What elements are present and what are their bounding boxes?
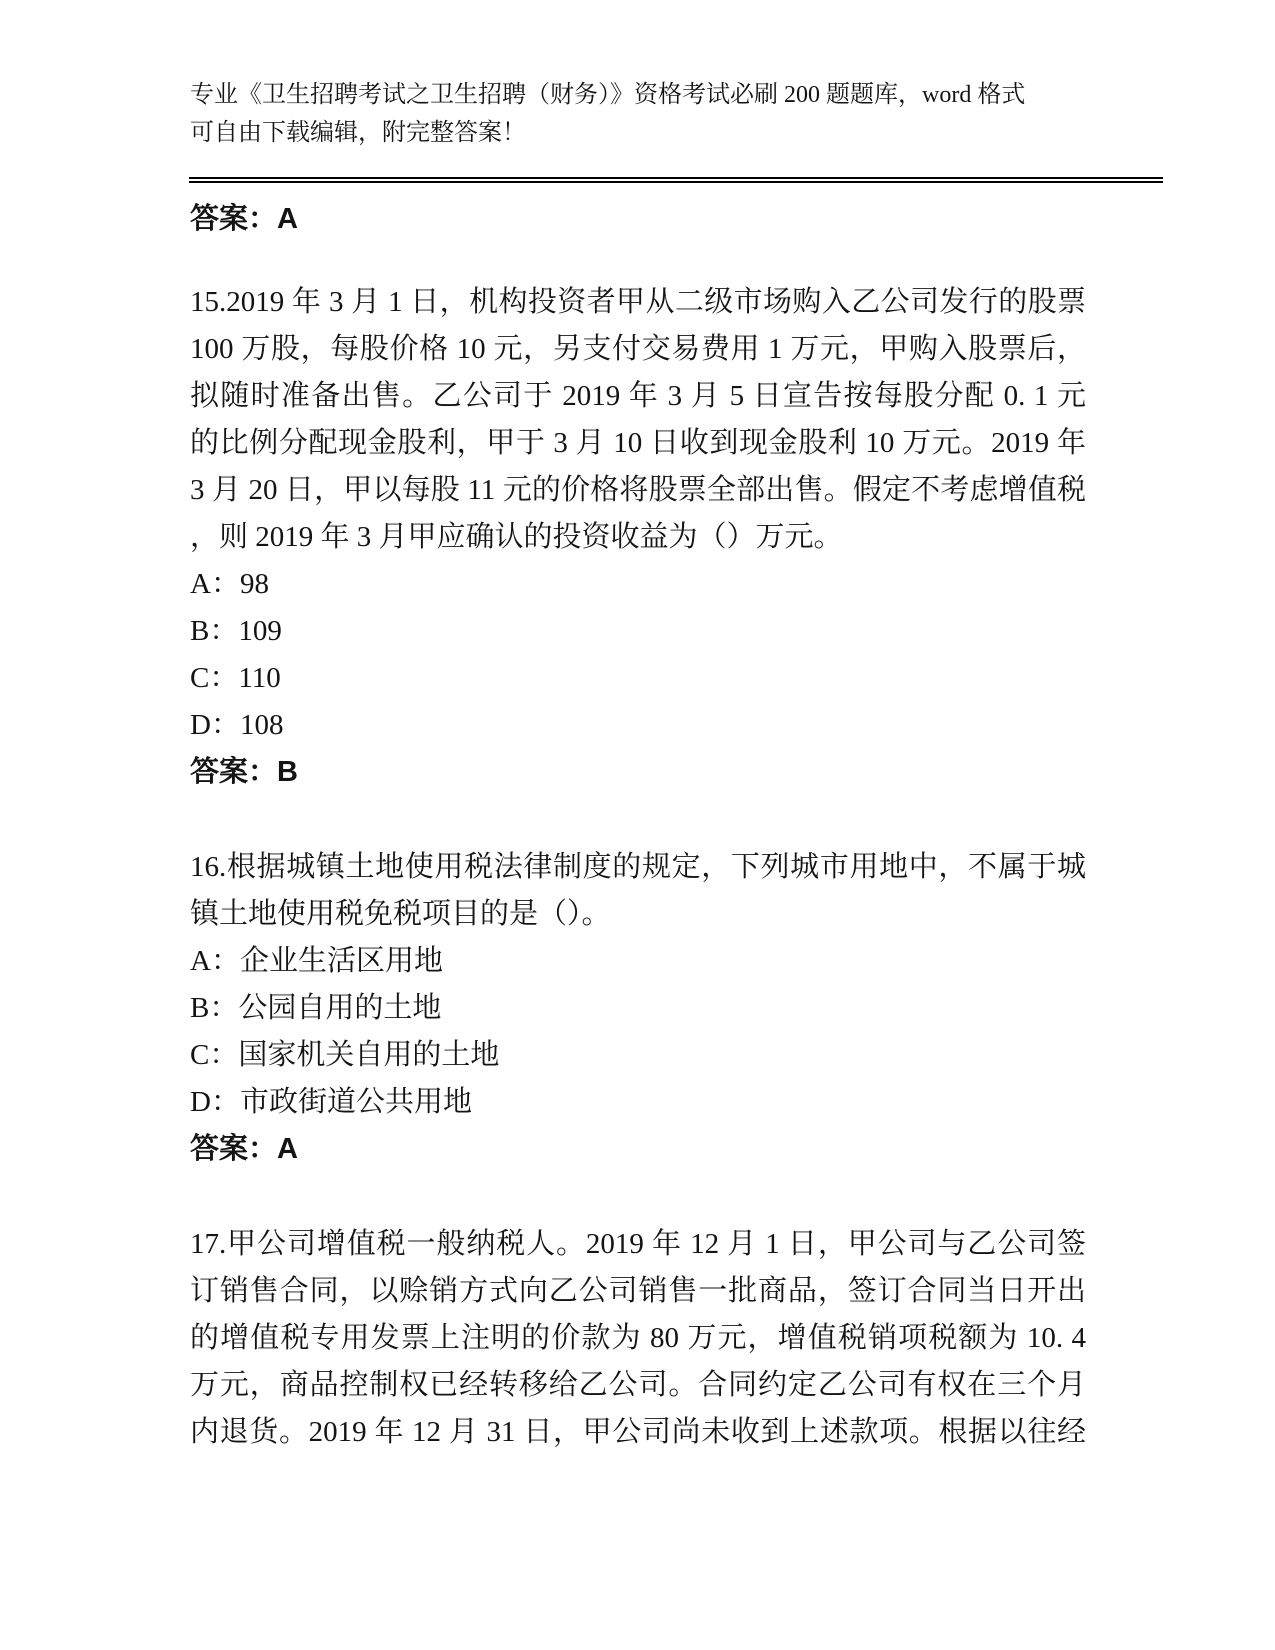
question-15-answer-line: 答案：B (190, 756, 298, 788)
question-17-line-2: 订销售合同，以赊销方式向乙公司销售一批商品，签订合同当日开出 (190, 1275, 1086, 1307)
question-17-paragraph (190, 1221, 1086, 1456)
question-17-line-1: 17.甲公司增值税一般纳税人。2019 年 12 月 1 日，甲公司与乙公司签 (190, 1228, 1086, 1260)
question-15-paragraph (190, 279, 1086, 561)
question-15-line-3: 拟随时准备出售。乙公司于 2019 年 3 月 5 日宣告按每股分配 0. 1 元 (190, 380, 1086, 412)
question-17-line-5: 内退货。2019 年 12 月 31 日，甲公司尚未收到上述款项。根据以往经 (190, 1416, 1086, 1448)
question-15-option-A: A：98 (190, 568, 269, 600)
header-line-2: 可自由下载编辑，附完整答案！ (190, 120, 526, 146)
header-divider-line (189, 177, 1163, 183)
question-16-line-1: 16.根据城镇土地使用税法律制度的规定，下列城市用地中，不属于城 (190, 851, 1086, 883)
question-15-option-B: B：109 (190, 615, 282, 647)
question-15-option-D: D：108 (190, 709, 284, 741)
question-16-option-A: A：企业生活区用地 (190, 945, 443, 977)
page-header (190, 76, 1165, 152)
question-16-answer-line: 答案：A (190, 1133, 298, 1165)
question-16-option-B: B：公园自用的土地 (190, 992, 442, 1024)
question-17-line-4: 万元，商品控制权已经转移给乙公司。合同约定乙公司有权在三个月 (190, 1369, 1086, 1401)
header-line-1: 专业《卫生招聘考试之卫生招聘（财务）》资格考试必刷 200 题题库，word 格式 (190, 82, 1026, 108)
question-16-option-D: D：市政街道公共用地 (190, 1086, 472, 1118)
question-15-line-5: 3 月 20 日，甲以每股 11 元的价格将股票全部出售。假定不考虑增值税 (190, 474, 1086, 506)
document-body (190, 196, 1086, 1456)
question-16-paragraph (190, 844, 1086, 938)
question-15-option-C: C：110 (190, 662, 281, 694)
question-15-line-6: ，则 2019 年 3 月甲应确认的投资收益为（）万元。 (190, 521, 843, 553)
question-17-line-3: 的增值税专用发票上注明的价款为 80 万元，增值税销项税额为 10. 4 (190, 1322, 1086, 1354)
answer-line-carryover: 答案：A (190, 203, 298, 235)
question-15-line-1: 15.2019 年 3 月 1 日，机构投资者甲从二级市场购入乙公司发行的股票 (190, 286, 1086, 318)
question-16-line-2: 镇土地使用税免税项目的是（）。 (190, 898, 611, 930)
question-15-line-4: 的比例分配现金股利，甲于 3 月 10 日收到现金股利 10 万元。2019 年 (190, 427, 1086, 459)
question-16-option-C: C：国家机关自用的土地 (190, 1039, 500, 1071)
question-15-line-2: 100 万股，每股价格 10 元，另支付交易费用 1 万元，甲购入股票后， (190, 333, 1086, 365)
